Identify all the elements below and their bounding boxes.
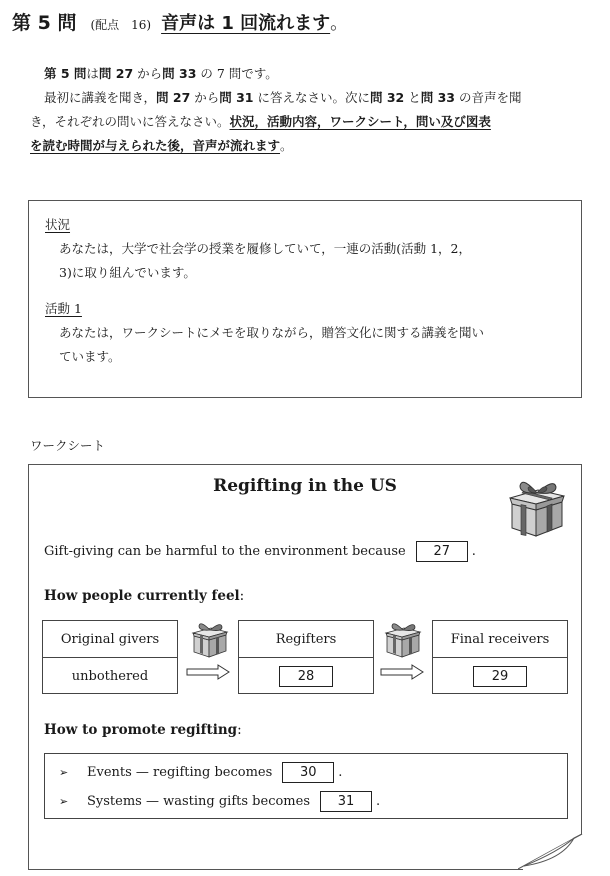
situation-text-1: あなたは，大学で社会学の授業を履修していて，一連の活動(活動 1，2，: [59, 241, 472, 256]
situation-label: 状況: [45, 217, 71, 232]
answer-box-31[interactable]: 31: [320, 791, 372, 812]
text: き，それぞれの問いに答えなさい。: [30, 114, 230, 129]
period: .: [338, 765, 343, 780]
table-value: [239, 658, 373, 694]
table-header: Regifters: [239, 621, 373, 658]
table-original-givers: [42, 620, 178, 694]
list-item: [59, 787, 553, 816]
q-ref: 問 33: [420, 90, 455, 105]
bullet-arrow-icon: ➢: [59, 766, 69, 779]
heading-text: How people currently feel: [44, 588, 240, 604]
table-header: Final receivers: [433, 621, 567, 658]
table-value: [433, 658, 567, 694]
situation-box: [28, 200, 582, 398]
colon: :: [237, 722, 242, 738]
text: 最初に講義を聞き，: [44, 90, 157, 105]
points-note: (配点 16): [90, 18, 152, 32]
text: に答えなさい。次に: [253, 90, 370, 105]
emphasis: を読む時間が与えられた後，音声が流れます: [30, 138, 281, 153]
gift-box-icon: [190, 620, 230, 658]
answer-box-27[interactable]: 27: [416, 541, 468, 562]
table-regifters: [238, 620, 374, 694]
text: と: [404, 90, 421, 105]
answer-box-30[interactable]: 30: [282, 762, 334, 783]
period: .: [376, 794, 381, 809]
instruction-line-2: [30, 86, 585, 110]
list-item-text: Systems — wasting gifts becomes: [87, 794, 310, 809]
list-item-text: Events — regifting becomes: [87, 765, 273, 780]
statement-text: Gift-giving can be harmful to the environment because: [44, 544, 406, 559]
heading-text: How to promote regifting: [44, 722, 238, 738]
colon: :: [239, 588, 245, 604]
q-ref: 問 33: [162, 66, 197, 81]
table-header: Original givers: [43, 621, 177, 658]
q-ref: 問 32: [369, 90, 405, 105]
promote-list: [44, 753, 568, 819]
list-item: [59, 758, 553, 787]
text: の音声を聞: [454, 90, 522, 105]
table-value: unbothered: [71, 668, 149, 684]
text: から: [190, 90, 220, 105]
q-ref: 問 27: [156, 90, 191, 105]
page-curl-icon: [518, 830, 584, 872]
gift-box-icon: [383, 620, 423, 658]
text: は: [86, 66, 99, 81]
right-arrow-icon: [380, 664, 424, 680]
worksheet-border: [581, 464, 582, 834]
period: .: [471, 544, 476, 559]
instruction-line-3: [30, 110, 585, 134]
table-final-receivers: [432, 620, 568, 694]
audio-instruction: 音声は 1 回流れます: [161, 13, 331, 34]
section-heading-feel: [44, 588, 244, 604]
statement-line: [44, 541, 476, 562]
section-heading-promote: [44, 722, 242, 738]
emphasis: 状況，活動内容，ワークシート，問い及び図表: [229, 114, 491, 129]
right-arrow-icon: [186, 664, 230, 680]
activity-text-2: ています。: [59, 349, 121, 364]
worksheet-border: [28, 869, 523, 870]
worksheet-title: Regifting in the US: [213, 476, 397, 496]
bullet-arrow-icon: ➢: [59, 795, 69, 808]
answer-box-28[interactable]: 28: [279, 666, 333, 687]
q-ref: 問 27: [98, 66, 134, 81]
question-header: [12, 8, 348, 38]
text: の 7 問です。: [196, 66, 278, 81]
q-ref: 問 31: [219, 90, 254, 105]
answer-box-29[interactable]: 29: [473, 666, 527, 687]
situation-text-2: 3)に取り組んでいます。: [59, 265, 196, 280]
text: 。: [280, 138, 293, 153]
instruction-line-1: [30, 62, 585, 86]
activity-label: 活動 1: [45, 301, 82, 316]
worksheet-label: ワークシート: [30, 438, 106, 453]
activity-text-1: あなたは，ワークシートにメモを取りながら，贈答文化に関する講義を聞い: [59, 325, 485, 340]
instructions: [30, 62, 585, 158]
text: から: [133, 66, 163, 81]
q-ref: 第 5 問: [44, 66, 87, 81]
audio-instruction-end: 。: [330, 13, 349, 34]
gift-box-icon: [506, 476, 568, 538]
instruction-line-4: [30, 134, 585, 158]
question-number: 第 5 問: [12, 12, 77, 34]
